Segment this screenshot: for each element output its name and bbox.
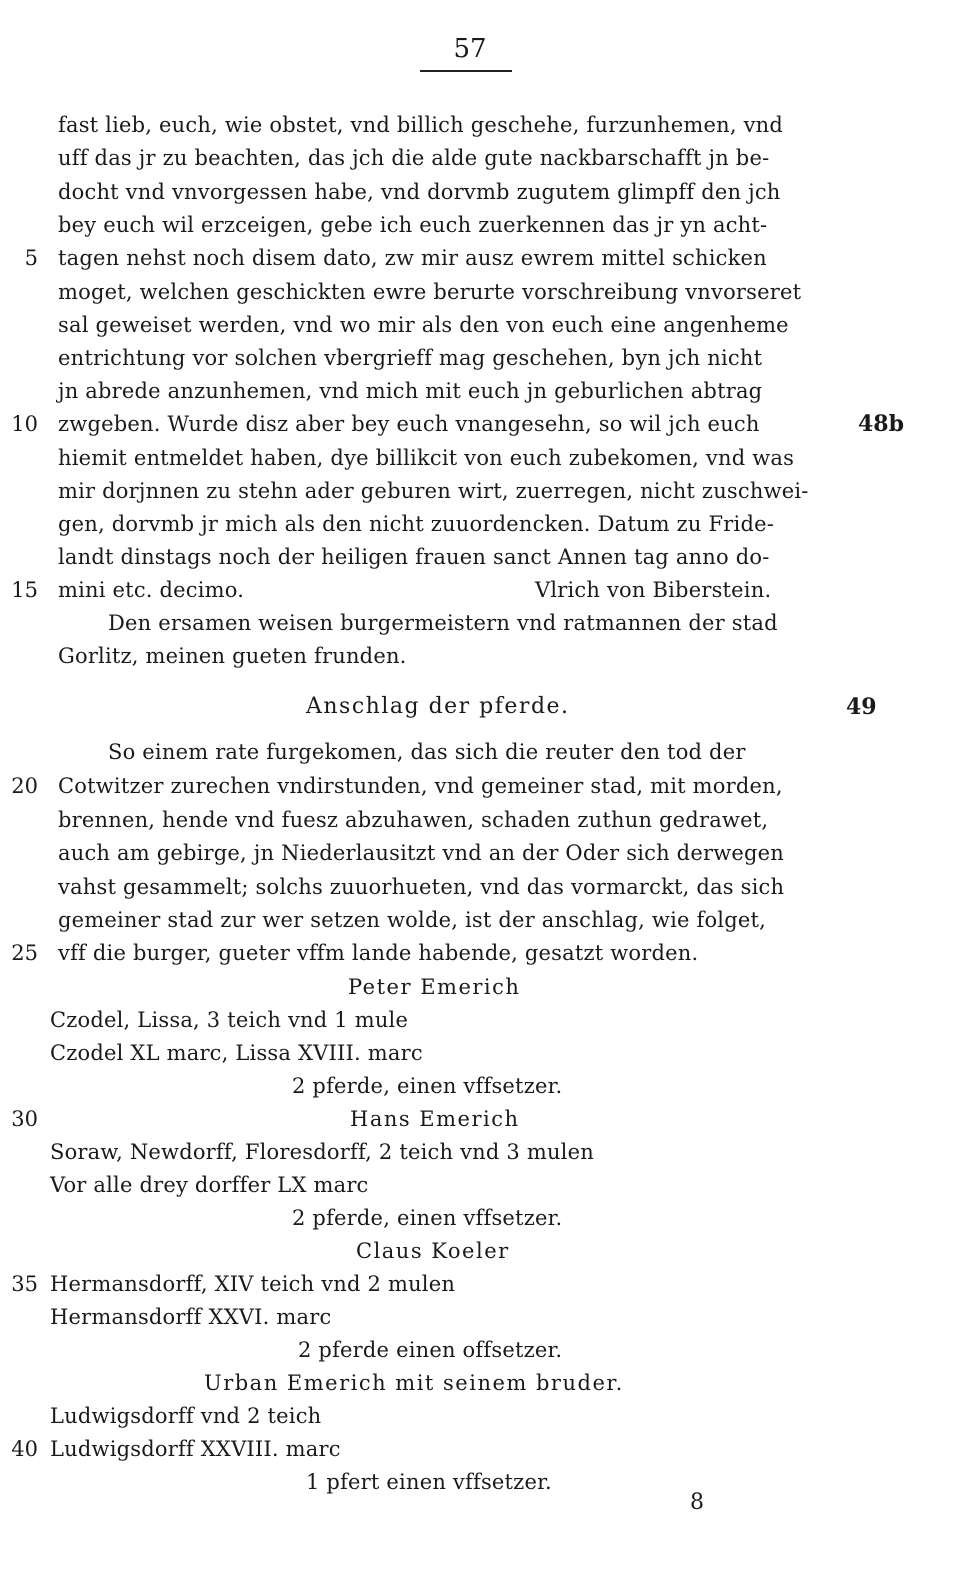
entry-name: Claus Koeler xyxy=(356,1239,510,1263)
footer-signature: 8 xyxy=(690,1490,704,1515)
entry-line: Vor alle drey dorffer LX marc xyxy=(50,1173,369,1197)
section-title: Anschlag der pferde. xyxy=(306,694,570,719)
entry-horses: 2 pferde, einen vffsetzer. xyxy=(292,1206,563,1230)
line-number: 35 xyxy=(11,1272,38,1296)
letter-line: gen, dorvmb jr mich als den nicht zuuordencken. Datum zu Fride- xyxy=(58,512,775,536)
line-number: 30 xyxy=(11,1107,38,1131)
entry-line: Czodel, Lissa, 3 teich vnd 1 mule xyxy=(50,1008,409,1032)
intro-line: vahst gesammelt; solchs zuuorhueten, vnd das vormarckt, das sich xyxy=(58,875,785,899)
intro-line: vff die burger, gueter vffm lande habende, gesatzt worden. xyxy=(58,941,699,965)
line-number: 40 xyxy=(11,1437,38,1461)
letter-line: hiemit entmeldet haben, dye billikcit von euch zubekomen, vnd was xyxy=(58,446,795,470)
letter-line: bey euch wil erzceigen, gebe ich euch zuerkennen das jr yn acht- xyxy=(58,213,768,237)
letter-line: sal geweiset werden, vnd wo mir als den von euch eine angenheme xyxy=(58,313,789,337)
intro-line: gemeiner stad zur wer setzen wolde, ist der anschlag, wie folget, xyxy=(58,908,766,932)
entry-name: Hans Emerich xyxy=(350,1107,520,1131)
intro-line: brennen, hende vnd fuesz abzuhawen, schaden zuthun gedrawet, xyxy=(58,808,769,832)
letter-line: tagen nehst noch disem dato, zw mir ausz ewrem mittel schicken xyxy=(58,246,767,270)
intro-line: So einem rate furgekomen, das sich die reuter den tod der xyxy=(108,740,746,764)
letter-line: zwgeben. Wurde disz aber bey euch vnangesehn, so wil jch euch xyxy=(58,412,760,436)
entry-line: Hermansdorff XXVI. marc xyxy=(50,1305,332,1329)
entry-horses: 2 pferde einen offsetzer. xyxy=(298,1338,563,1362)
letter-signature: Vlrich von Biberstein. xyxy=(535,578,772,602)
margin-note: 48b xyxy=(858,411,904,437)
letter-line: fast lieb, euch, wie obstet, vnd billich geschehe, furzunhemen, vnd xyxy=(58,113,784,137)
entry-line: Ludwigsdorff XXVIII. marc xyxy=(50,1437,341,1461)
line-number: 15 xyxy=(11,578,38,602)
letter-line: docht vnd vnvorgessen habe, vnd dorvmb zugutem glimpff den jch xyxy=(58,180,781,204)
entry-name: Peter Emerich xyxy=(348,975,521,999)
page-number: 57 xyxy=(453,34,487,64)
intro-line: Cotwitzer zurechen vndirstunden, vnd gemeiner stad, mit morden, xyxy=(58,774,783,798)
letter-line: entrichtung vor solchen vbergrieff mag geschehen, byn jch nicht xyxy=(58,346,763,370)
margin-note: 49 xyxy=(846,694,877,720)
letter-line: Den ersamen weisen burgermeistern vnd ratmannen der stad xyxy=(108,611,778,635)
entry-horses: 2 pferde, einen vffsetzer. xyxy=(292,1074,563,1098)
header-rule xyxy=(420,70,512,72)
letter-line: mini etc. decimo. xyxy=(58,578,245,602)
entry-line: Ludwigsdorff vnd 2 teich xyxy=(50,1404,322,1428)
letter-line: mir dorjnnen zu stehn ader geburen wirt, zuerregen, nicht zuschwei- xyxy=(58,479,809,503)
entry-horses: 1 pfert einen vffsetzer. xyxy=(306,1470,552,1494)
letter-line: landt dinstags noch der heiligen frauen sanct Annen tag anno do- xyxy=(58,545,770,569)
line-number: 10 xyxy=(11,412,38,436)
intro-line: auch am gebirge, jn Niederlausitzt vnd an der Oder sich derwegen xyxy=(58,841,784,865)
letter-line: Gorlitz, meinen gueten frunden. xyxy=(58,644,407,668)
letter-line: moget, welchen geschickten ewre berurte vorschreibung vnvorseret xyxy=(58,280,802,304)
letter-line: jn abrede anzunhemen, vnd mich mit euch jn geburlichen abtrag xyxy=(58,379,763,403)
entry-line: Czodel XL marc, Lissa XVIII. marc xyxy=(50,1041,423,1065)
line-number: 20 xyxy=(11,774,38,798)
letter-line: uff das jr zu beachten, das jch die alde gute nackbarschafft jn be- xyxy=(58,146,770,170)
line-number: 25 xyxy=(11,941,38,965)
entry-line: Hermansdorff, XIV teich vnd 2 mulen xyxy=(50,1272,456,1296)
entry-line: Soraw, Newdorff, Floresdorff, 2 teich vnd 3 mulen xyxy=(50,1140,594,1164)
entry-name: Urban Emerich mit seinem bruder. xyxy=(204,1371,624,1395)
line-number: 5 xyxy=(24,246,38,270)
